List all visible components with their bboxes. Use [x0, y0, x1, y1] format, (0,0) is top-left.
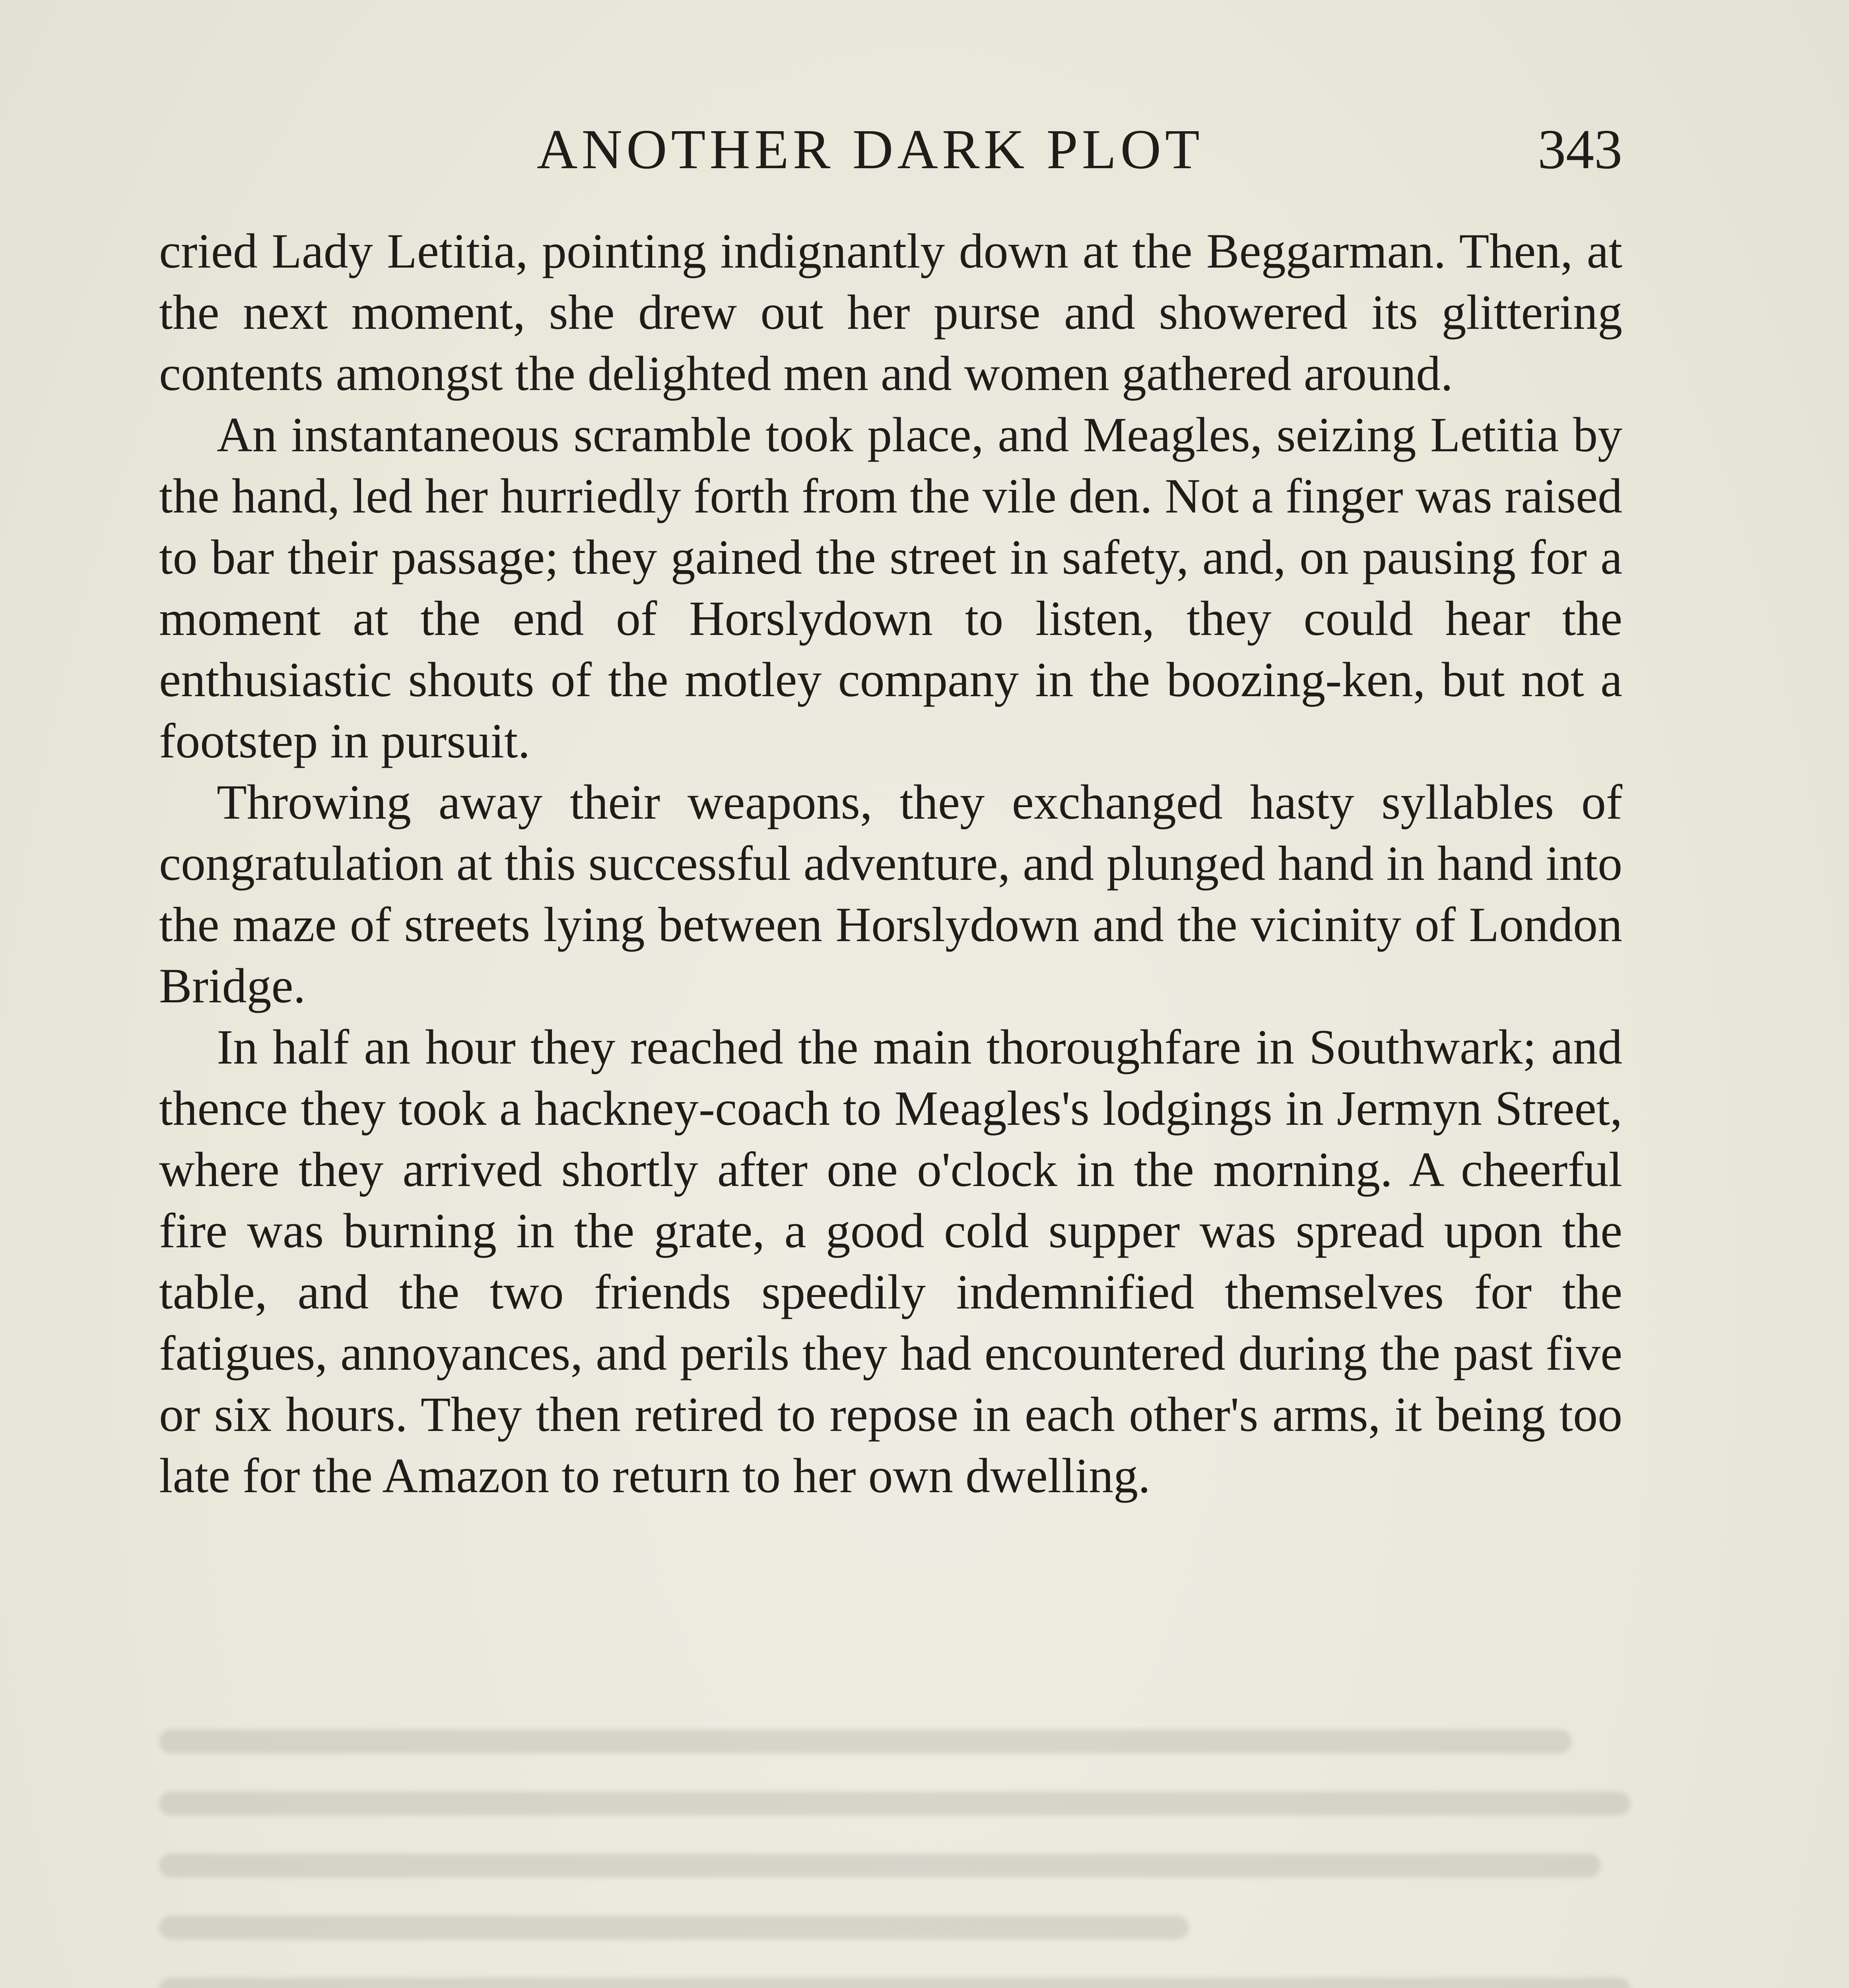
paragraph: cried Lady Letitia, pointing indignantly down at the Beggarman. Then, at the next moment, she drew out her purse and showered its glittering contents amongst the delighted men and women gathered around.: [159, 224, 1622, 401]
paragraph: In half an hour they reached the main thoroughfare in Southwark; and thence they took a hackney-coach to Meagles's lodgings in Jermyn Street, where they arrived shortly after one o'clock in the morning. A cheerful fire was burning in the grate, a good cold supper was spread upon the table, and the two friends speedily indemnified themselves for the fatigues, annoyances, and perils they had encountered during the past five or six hours. They then retired to repose in each other's arms, it being too late for the Amazon to return to her own dwelling.: [159, 1020, 1622, 1503]
running-head: [159, 113, 1622, 185]
paragraph: Throwing away their weapons, they exchanged hasty syllables of congratulation at this successful adventure, and plunged hand in hand into the maze of streets lying between Horslydown and the vicinity of London Bridge.: [159, 775, 1622, 1013]
reverse-side-bleed-through: [159, 1730, 1630, 1988]
page-number: 343: [1538, 118, 1622, 181]
body-text: [159, 221, 1622, 1507]
running-title: ANOTHER DARK PLOT: [537, 118, 1204, 181]
paragraph: An instantaneous scramble took place, and Meagles, seizing Letitia by the hand, led her hurriedly forth from the vile den. Not a finger was raised to bar their passage; they gained the street in safety, and, on pausing for a moment at the end of Horslydown to listen, they could hear the enthusiastic shouts of the motley company in the boozing-ken, but not a footstep in pursuit.: [159, 408, 1622, 768]
